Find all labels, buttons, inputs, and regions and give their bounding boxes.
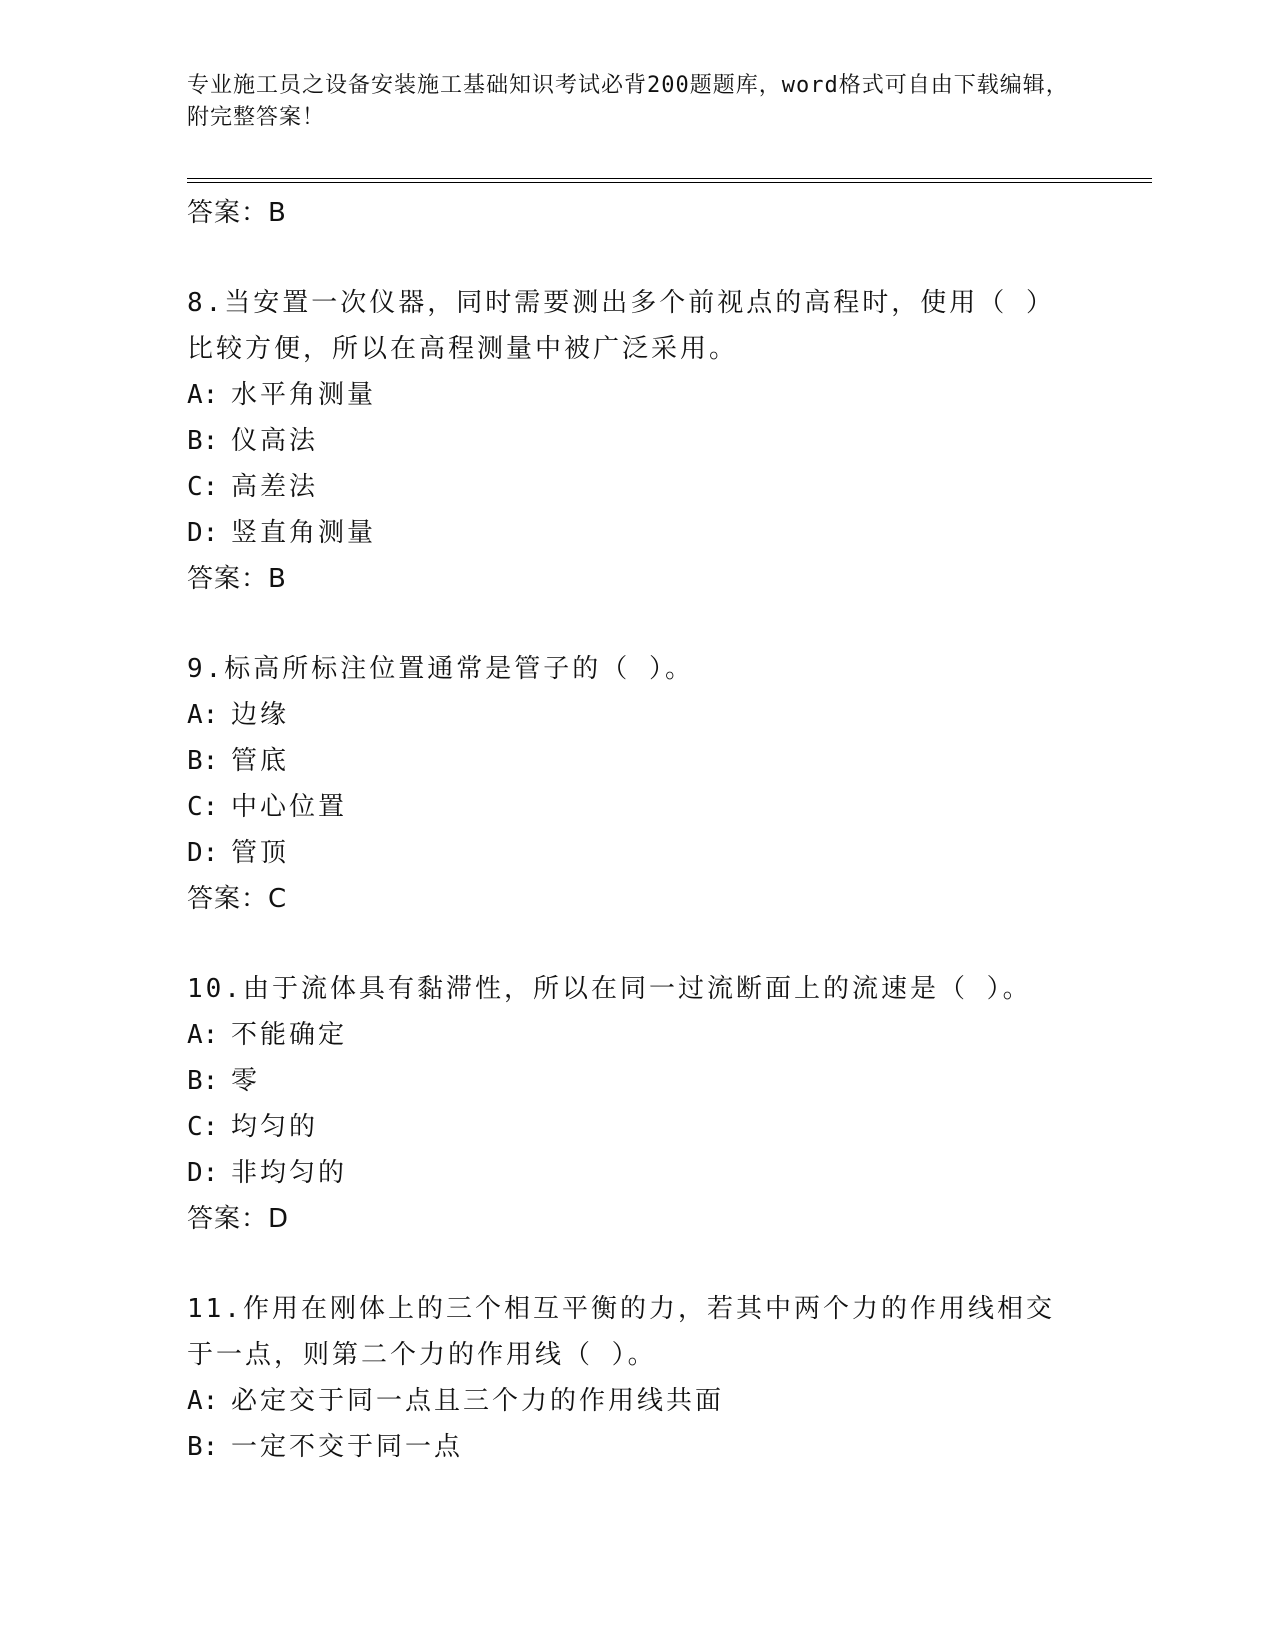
option-text: 水平角测量	[231, 380, 377, 410]
option-letter: B:	[187, 746, 219, 776]
option-c	[187, 1104, 1087, 1150]
option-b	[187, 738, 1087, 784]
question-item	[187, 280, 1087, 602]
option-a	[187, 692, 1087, 738]
option-text: 非均匀的	[231, 1158, 348, 1188]
question-text: 11.作用在刚体上的三个相互平衡的力，若其中两个力的作用线相交于一点，则第二个力的作用线（ ）。	[187, 1294, 1055, 1370]
option-letter: A:	[187, 700, 219, 730]
option-letter: D:	[187, 838, 219, 868]
option-text: 均匀的	[231, 1112, 319, 1142]
answer-line: 答案：C	[187, 884, 288, 914]
option-text: 管顶	[231, 838, 290, 868]
option-letter: C:	[187, 472, 219, 502]
option-a	[187, 1378, 1087, 1424]
header-divider-bottom	[187, 182, 1152, 183]
option-letter: A:	[187, 380, 219, 410]
answer-line: 答案：B	[187, 198, 287, 228]
option-d	[187, 510, 1087, 556]
option-letter: A:	[187, 1386, 219, 1416]
option-text: 仪高法	[231, 426, 319, 456]
option-b	[187, 1424, 1087, 1470]
option-letter: B:	[187, 1066, 219, 1096]
question-text: 8.当安置一次仪器，同时需要测出多个前视点的高程时，使用（ ）比较方便，所以在高程测量中被广泛采用。	[187, 288, 1055, 364]
option-text: 边缘	[231, 700, 290, 730]
option-text: 中心位置	[231, 792, 348, 822]
option-text: 管底	[231, 746, 290, 776]
option-b	[187, 1058, 1087, 1104]
option-text: 不能确定	[231, 1020, 348, 1050]
option-text: 零	[231, 1066, 261, 1096]
option-d	[187, 830, 1087, 876]
question-item	[187, 1286, 1087, 1470]
header-divider-top	[187, 178, 1152, 179]
document-header: 专业施工员之设备安装施工基础知识考试必背200题题库，word格式可自由下载编辑，附完整答案！	[187, 73, 1069, 130]
answer-line: 答案：B	[187, 564, 287, 594]
question-item	[187, 966, 1087, 1242]
question-item	[187, 646, 1087, 922]
option-text: 竖直角测量	[231, 518, 377, 548]
option-letter: D:	[187, 518, 219, 548]
answer-line: 答案：D	[187, 1204, 290, 1234]
option-c	[187, 784, 1087, 830]
option-b	[187, 418, 1087, 464]
option-letter: C:	[187, 1112, 219, 1142]
option-letter: A:	[187, 1020, 219, 1050]
question-text: 9.标高所标注位置通常是管子的（ ）。	[187, 654, 694, 684]
option-d	[187, 1150, 1087, 1196]
option-text: 高差法	[231, 472, 319, 502]
option-a	[187, 372, 1087, 418]
question-text: 10.由于流体具有黏滞性，所以在同一过流断面上的流速是（ ）。	[187, 974, 1032, 1004]
question-list	[187, 190, 1087, 1470]
option-text: 一定不交于同一点	[231, 1432, 464, 1462]
option-letter: D:	[187, 1158, 219, 1188]
option-letter: B:	[187, 426, 219, 456]
option-text: 必定交于同一点且三个力的作用线共面	[231, 1386, 725, 1416]
option-letter: C:	[187, 792, 219, 822]
option-a	[187, 1012, 1087, 1058]
option-letter: B:	[187, 1432, 219, 1462]
option-c	[187, 464, 1087, 510]
